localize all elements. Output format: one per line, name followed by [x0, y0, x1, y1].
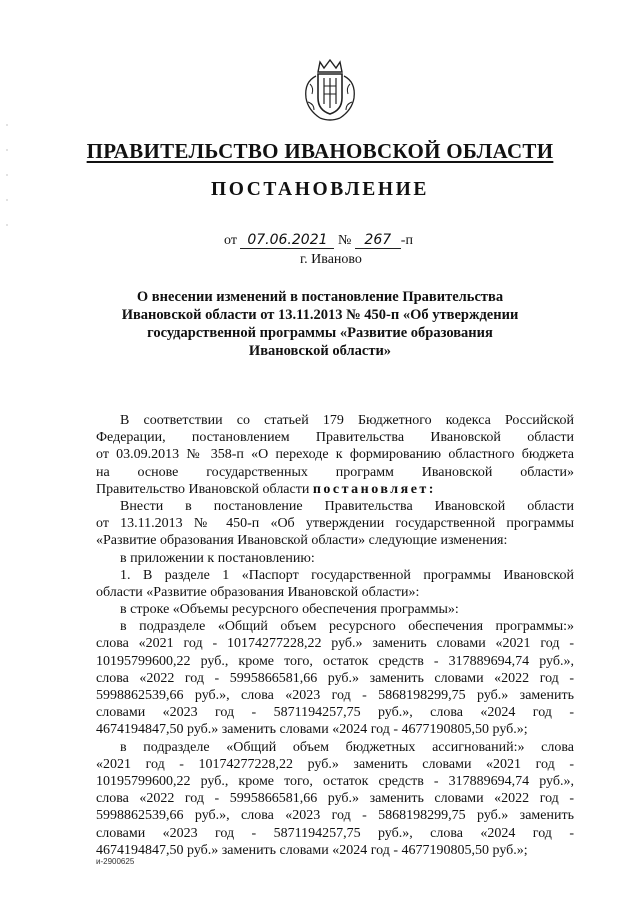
body-line: Внести в постановление Правительства Ивановской области	[120, 498, 574, 514]
decree-verb: постановляет:	[312, 481, 436, 497]
body-line: в строке «Объемы ресурсного обеспечения программы»:	[120, 602, 459, 618]
body-line: от 03.09.2013 № 358-п «О переходе к формированию областного бюджета	[96, 447, 574, 463]
body-line: в приложении к постановлению:	[120, 550, 315, 566]
title-line: Ивановской области от 13.11.2013 № 450-п «Об утверждении	[121, 307, 519, 323]
document-title	[100, 288, 540, 360]
body-line: в подразделе «Общий объем ресурсного обеспечения программы:»	[120, 619, 574, 635]
body-line: области «Развитие образования Ивановской области»:	[96, 584, 420, 600]
title-line: О внесении изменений в постановление Правительства	[136, 289, 504, 305]
body-line: на основе государственных программ Ивановской области»	[96, 464, 574, 480]
body-line: слова «2022 год - 5995866581,66 руб.» заменить словами «2022 год -	[96, 791, 574, 807]
body-line: 5998862539,66 руб.», слова «2023 год - 5868198299,75 руб.» заменить	[96, 808, 574, 824]
number-suffix: -п	[400, 233, 413, 248]
body-line: 10195799600,22 руб., кроме того, остаток средств - 317889694,74 руб.»,	[96, 653, 574, 669]
body-line: слова «2022 год - 5995866581,66 руб.» заменить словами «2022 год -	[96, 670, 574, 686]
body-line: от 13.11.2013 № 450-п «Об утверждении государственной программы	[96, 516, 574, 532]
title-line: государственной программы «Развитие образования	[147, 325, 493, 341]
body-line: словами «2023 год - 5871194257,75 руб.», слова «2024 год -	[96, 705, 574, 721]
body-line: в подразделе «Общий объем бюджетных ассигнований:» слова	[120, 739, 574, 755]
body-line	[96, 481, 574, 498]
organization-text: ПРАВИТЕЛЬСТВО ИВАНОВСКОЙ ОБЛАСТИ	[86, 139, 554, 163]
coat-of-arms-icon	[298, 58, 362, 124]
decree-subject: Правительство Ивановской области	[96, 481, 313, 497]
document-body	[96, 412, 574, 859]
footer-code: и-2900625	[96, 857, 135, 866]
body-line: Федерации, постановлением Правительства Ивановской области	[96, 430, 574, 446]
body-line: 5998862539,66 руб.», слова «2023 год - 5868198299,75 руб.» заменить	[96, 688, 574, 703]
handwritten-number: 267	[355, 233, 401, 249]
body-line: 4674194847,50 руб.» заменить словами «2024 год - 4677190805,50 руб.»;	[96, 722, 528, 738]
number-sign: №	[337, 233, 352, 248]
handwritten-date: 07.06.2021	[240, 233, 334, 249]
title-line: Ивановской области»	[248, 343, 392, 359]
organization-name	[0, 139, 640, 164]
body-line: 4674194847,50 руб.» заменить словами «2024 год - 4677190805,50 руб.»;	[96, 842, 528, 858]
city: г. Иваново	[300, 252, 362, 267]
body-line: «Развитие образования Ивановской области» следующие изменения:	[96, 533, 508, 549]
date-prefix: от	[224, 233, 237, 248]
body-line: 10195799600,22 руб., кроме того, остаток средств - 317889694,74 руб.»,	[96, 773, 574, 789]
document-type: ПОСТАНОВЛЕНИЕ	[210, 179, 430, 200]
body-line: 1. В разделе 1 «Паспорт государственной программы Ивановской	[120, 567, 574, 583]
date-number-line	[224, 233, 413, 249]
body-line: слова «2021 год - 10174277228,22 руб.» заменить словами «2021 год -	[96, 636, 574, 652]
body-line: словами «2023 год - 5871194257,75 руб.», слова «2024 год -	[96, 825, 574, 841]
body-line: В соответствии со статьей 179 Бюджетного кодекса Российской	[120, 413, 574, 428]
body-line: «2021 год - 10174277228,22 руб.» заменить словами «2021 год -	[96, 756, 574, 772]
